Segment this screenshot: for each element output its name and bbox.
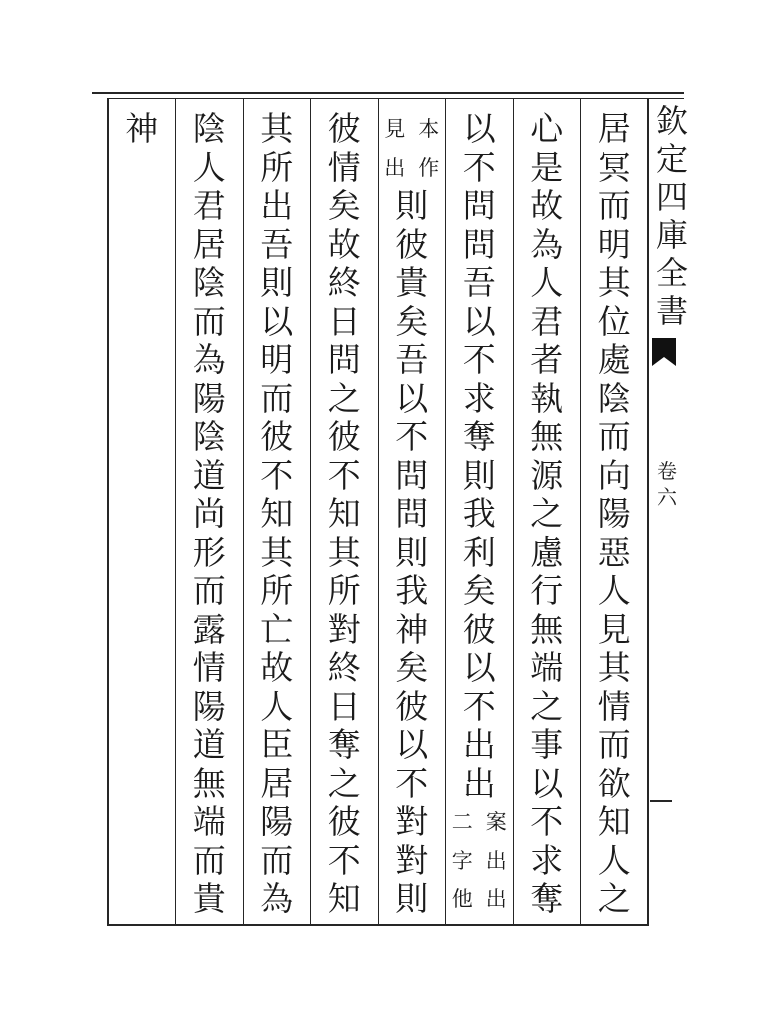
character: 問 [395, 455, 429, 495]
character: 出 [384, 155, 406, 180]
column-text [176, 110, 244, 919]
character: 知 [597, 802, 631, 841]
character: 則 [260, 263, 294, 302]
top-rule-outer [92, 92, 684, 94]
character: 端 [192, 802, 226, 841]
note-left-line [382, 110, 408, 187]
character: 則 [395, 186, 429, 225]
character: 終 [327, 263, 361, 302]
interlinear-note [446, 803, 514, 919]
character: 陰 [192, 263, 226, 302]
character: 而 [192, 840, 226, 880]
text-column-7 [176, 110, 244, 919]
character: 之 [327, 763, 361, 803]
character: 對 [327, 609, 361, 649]
character: 則 [395, 532, 429, 572]
character: 行 [530, 571, 564, 610]
character: 知 [327, 494, 361, 533]
character: 則 [395, 879, 429, 918]
character: 日 [327, 686, 361, 726]
character: 人 [260, 686, 294, 726]
character: 是 [530, 147, 564, 187]
character: 以 [462, 109, 496, 148]
character: 奪 [462, 417, 496, 456]
character: 無 [530, 417, 564, 456]
character: 者 [530, 340, 564, 379]
fishtail-mark [652, 338, 676, 366]
character: 道 [192, 725, 226, 764]
character: 以 [395, 725, 429, 764]
character: 人 [597, 571, 631, 610]
character: 臣 [260, 725, 294, 764]
character: 六 [657, 485, 677, 509]
character: 無 [530, 609, 564, 649]
character: 尚 [192, 494, 226, 533]
character: 神 [395, 609, 429, 649]
character: 卷 [657, 459, 677, 483]
character: 以 [395, 378, 429, 418]
character: 則 [462, 455, 496, 495]
character: 二 [451, 810, 473, 834]
character: 彼 [395, 224, 429, 264]
character: 彼 [395, 686, 429, 726]
character: 欽 [655, 102, 688, 140]
character: 而 [260, 840, 294, 880]
character: 日 [327, 301, 361, 341]
character: 人 [597, 840, 631, 880]
character: 對 [395, 802, 429, 841]
character: 本 [418, 117, 440, 141]
character: 道 [192, 455, 226, 495]
character: 出 [462, 763, 496, 803]
character: 見 [597, 609, 631, 649]
column-text [513, 110, 581, 919]
top-rule-inner [108, 98, 684, 99]
text-column-8 [108, 110, 176, 149]
character: 事 [530, 725, 564, 764]
character: 矣 [395, 301, 429, 341]
character: 終 [327, 648, 361, 687]
margin-book-title [652, 102, 688, 337]
character: 陽 [597, 494, 631, 533]
character: 情 [597, 686, 631, 726]
character: 陰 [597, 378, 631, 418]
character: 我 [395, 571, 429, 610]
character: 執 [530, 378, 564, 418]
character: 對 [395, 840, 429, 880]
character: 所 [260, 571, 294, 610]
character: 為 [530, 224, 564, 264]
character: 問 [327, 340, 361, 379]
margin-volume [654, 458, 680, 510]
character: 以 [530, 763, 564, 803]
character: 陰 [192, 417, 226, 456]
character: 矣 [395, 648, 429, 687]
character: 以 [260, 301, 294, 341]
character: 冥 [597, 147, 631, 187]
character: 人 [530, 263, 564, 302]
column-text [446, 110, 514, 803]
character: 以 [462, 301, 496, 341]
character: 而 [597, 417, 631, 456]
character: 其 [597, 263, 631, 302]
character: 定 [655, 140, 688, 178]
character: 他 [451, 887, 473, 911]
character: 奪 [327, 725, 361, 764]
character: 端 [530, 648, 564, 687]
character: 亡 [260, 609, 294, 649]
character: 作 [418, 155, 440, 180]
character: 而 [192, 571, 226, 610]
note-left-line [449, 803, 475, 919]
character: 無 [192, 763, 226, 803]
character: 矣 [327, 186, 361, 225]
character: 知 [327, 879, 361, 918]
character: 之 [530, 686, 564, 726]
character: 欲 [597, 763, 631, 803]
character: 不 [395, 763, 429, 803]
character: 其 [597, 648, 631, 687]
character: 出 [485, 848, 507, 873]
text-column-5 [311, 110, 379, 919]
character: 貴 [395, 263, 429, 302]
character: 陰 [192, 109, 226, 148]
character: 居 [260, 763, 294, 803]
character: 不 [462, 147, 496, 187]
character: 其 [260, 532, 294, 572]
character: 彼 [327, 109, 361, 148]
character: 形 [192, 532, 226, 572]
character: 之 [530, 494, 564, 533]
character: 知 [260, 494, 294, 533]
character: 之 [597, 879, 631, 918]
character: 利 [462, 532, 496, 572]
character: 其 [327, 532, 361, 572]
character: 其 [260, 109, 294, 148]
character: 而 [192, 301, 226, 341]
character: 問 [462, 186, 496, 225]
character: 吾 [462, 263, 496, 302]
character: 字 [451, 848, 473, 873]
character: 明 [260, 340, 294, 379]
character: 而 [260, 378, 294, 418]
character: 向 [597, 455, 631, 495]
character: 而 [597, 725, 631, 764]
character: 故 [530, 186, 564, 225]
character: 求 [462, 378, 496, 418]
character: 慮 [530, 532, 564, 572]
character: 陽 [260, 802, 294, 841]
character: 案 [485, 810, 507, 834]
text-column-2 [513, 110, 581, 919]
character: 位 [597, 301, 631, 341]
character: 居 [192, 224, 226, 264]
character: 全 [655, 254, 688, 292]
character: 處 [597, 340, 631, 379]
character: 出 [485, 887, 507, 911]
character: 吾 [260, 224, 294, 264]
character: 奪 [530, 879, 564, 918]
column-text [243, 110, 311, 919]
character: 露 [192, 609, 226, 649]
character: 神 [125, 109, 159, 148]
character: 書 [655, 292, 688, 330]
character: 不 [327, 840, 361, 880]
character: 不 [462, 686, 496, 726]
character: 君 [530, 301, 564, 341]
character: 為 [192, 340, 226, 379]
character: 不 [530, 802, 564, 841]
note-right-line [416, 110, 442, 187]
character: 不 [260, 455, 294, 495]
character: 情 [192, 648, 226, 687]
character: 見 [384, 117, 406, 141]
character: 貴 [192, 879, 226, 918]
column-text [581, 110, 649, 919]
character: 四 [655, 178, 688, 216]
text-column-6 [243, 110, 311, 919]
margin-book-title-text [655, 102, 689, 330]
character: 不 [395, 417, 429, 456]
character: 人 [192, 147, 226, 187]
interlinear-note [378, 110, 446, 187]
character: 之 [327, 378, 361, 418]
column-text [311, 110, 379, 919]
character: 而 [597, 186, 631, 225]
text-column-3 [446, 110, 514, 919]
character: 不 [327, 455, 361, 495]
text-column-4 [378, 110, 446, 919]
column-text [108, 110, 176, 149]
character: 問 [462, 224, 496, 264]
character: 吾 [395, 340, 429, 379]
character: 陽 [192, 686, 226, 726]
character: 惡 [597, 532, 631, 572]
character: 情 [327, 147, 361, 187]
character: 所 [260, 147, 294, 187]
character: 矣 [462, 571, 496, 610]
character: 彼 [327, 802, 361, 841]
character: 我 [462, 494, 496, 533]
column-text [378, 187, 446, 919]
character: 心 [530, 109, 564, 148]
character: 出 [260, 186, 294, 225]
text-column-1 [581, 110, 649, 919]
character: 以 [462, 648, 496, 687]
left-border [107, 98, 109, 926]
character: 求 [530, 840, 564, 880]
character: 彼 [462, 609, 496, 649]
margin-rule [650, 800, 672, 802]
character: 不 [462, 340, 496, 379]
note-right-line [483, 803, 509, 919]
character: 故 [260, 648, 294, 687]
character: 為 [260, 879, 294, 918]
character: 庫 [655, 216, 688, 254]
character: 源 [530, 455, 564, 495]
character: 出 [462, 725, 496, 764]
character: 陽 [192, 378, 226, 418]
character: 居 [597, 109, 631, 148]
character: 問 [395, 494, 429, 533]
character: 彼 [260, 417, 294, 456]
character: 故 [327, 224, 361, 264]
character: 彼 [327, 417, 361, 456]
character: 君 [192, 186, 226, 225]
character: 所 [327, 571, 361, 610]
character: 明 [597, 224, 631, 264]
